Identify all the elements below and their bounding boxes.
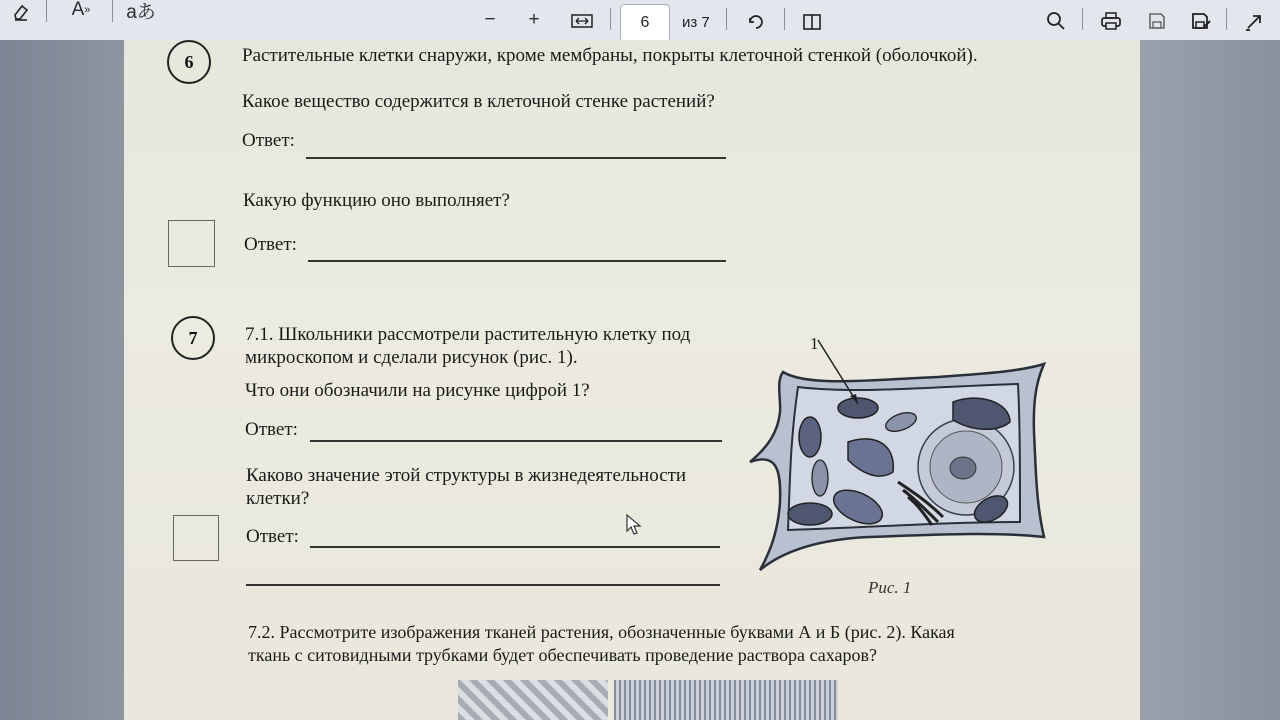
- tissue-figure-b: [614, 680, 838, 720]
- answer-line-extra: [246, 584, 720, 586]
- print-button[interactable]: [1096, 9, 1126, 33]
- page-total: из 7: [682, 14, 710, 31]
- mouse-cursor-icon: [626, 514, 642, 536]
- task7-2-line1: 7.2. Рассмотрите изображения тканей растения, обозначенные буквами А и Б (рис. 2). Какая: [248, 622, 955, 642]
- score-box: [173, 515, 219, 561]
- plant-cell-illustration: [748, 332, 1048, 572]
- rotate-icon: [746, 12, 766, 32]
- answer-label: Ответ:: [246, 526, 299, 547]
- fit-width-icon: [571, 13, 593, 29]
- figure-caption: Рис. 1: [868, 578, 912, 597]
- toolbar-separator: [726, 8, 727, 30]
- answer-line: [310, 546, 720, 548]
- answer-label: Ответ:: [244, 234, 297, 255]
- task7-2-line2: ткань с ситовидными трубками будет обеспечивать проведение раствора сахаров?: [248, 645, 877, 665]
- toolbar-separator: [610, 8, 611, 30]
- rotate-button[interactable]: [742, 10, 770, 34]
- translate-button[interactable]: [124, 0, 158, 22]
- pdf-toolbar: [0, 0, 1280, 41]
- expand-button[interactable]: [1240, 10, 1268, 34]
- read-aloud-icon: A: [71, 0, 85, 20]
- task-number-7: [171, 316, 215, 360]
- read-aloud-button[interactable]: A »: [71, 0, 91, 20]
- zoom-in-icon: +: [528, 9, 540, 30]
- save-button[interactable]: [1142, 9, 1172, 33]
- task6-intro: Растительные клетки снаружи, кроме мембраны, покрыты клеточной стенкой (оболочкой).: [242, 45, 978, 66]
- fit-width-button[interactable]: [568, 9, 596, 33]
- task7-1-line2: микроскопом и сделали рисунок (рис. 1).: [245, 347, 578, 368]
- page-number-input[interactable]: [620, 4, 670, 42]
- viewer-background-right: [1140, 40, 1280, 720]
- page-view-button[interactable]: [798, 10, 826, 34]
- task7-question-2-line2: клетки?: [246, 488, 310, 509]
- search-icon: [1046, 11, 1066, 31]
- task6-question-1: Какое вещество содержится в клеточной стенке растений?: [242, 91, 715, 112]
- zoom-out-icon: −: [484, 9, 496, 30]
- task-number-label: 7: [188, 327, 198, 348]
- zoom-in-button[interactable]: [522, 8, 546, 32]
- toolbar-separator: [784, 8, 785, 30]
- answer-label: Ответ:: [245, 419, 298, 440]
- print-icon: [1100, 11, 1122, 31]
- zoom-out-button[interactable]: [478, 8, 502, 32]
- search-button[interactable]: [1042, 9, 1070, 33]
- figure-label-1: 1: [810, 334, 819, 353]
- task-number-6: [167, 40, 211, 84]
- toolbar-separator: [112, 0, 113, 22]
- task-number-label: 6: [184, 51, 194, 72]
- toolbar-separator: [1226, 8, 1227, 30]
- expand-icon: [1244, 12, 1264, 32]
- answer-line: [306, 157, 726, 159]
- task7-question-2-line1: Каково значение этой структуры в жизнедеятельности: [246, 465, 687, 486]
- task6-question-2: Какую функцию оно выполняет?: [243, 190, 510, 211]
- page-view-icon: [802, 13, 822, 31]
- save-as-icon: [1190, 11, 1212, 31]
- task7-question-1: Что они обозначили на рисунке цифрой 1?: [245, 380, 590, 401]
- task7-1-line1: 7.1. Школьники рассмотрели растительную клетку под: [245, 324, 691, 345]
- answer-line: [310, 440, 722, 442]
- toolbar-separator: [46, 0, 47, 22]
- viewer-background-left: [0, 40, 124, 720]
- answer-line: [308, 260, 726, 262]
- toolbar-separator: [1082, 8, 1083, 30]
- save-icon: [1147, 11, 1167, 31]
- plant-cell-figure: [748, 332, 1048, 572]
- score-box: [168, 220, 215, 267]
- page-number-value: 6: [640, 14, 650, 31]
- translate-icon: aあ: [126, 1, 156, 23]
- save-as-button[interactable]: [1186, 9, 1216, 33]
- answer-label: Ответ:: [242, 130, 295, 151]
- eraser-icon[interactable]: [6, 0, 36, 24]
- tissue-figure-a: [458, 680, 608, 720]
